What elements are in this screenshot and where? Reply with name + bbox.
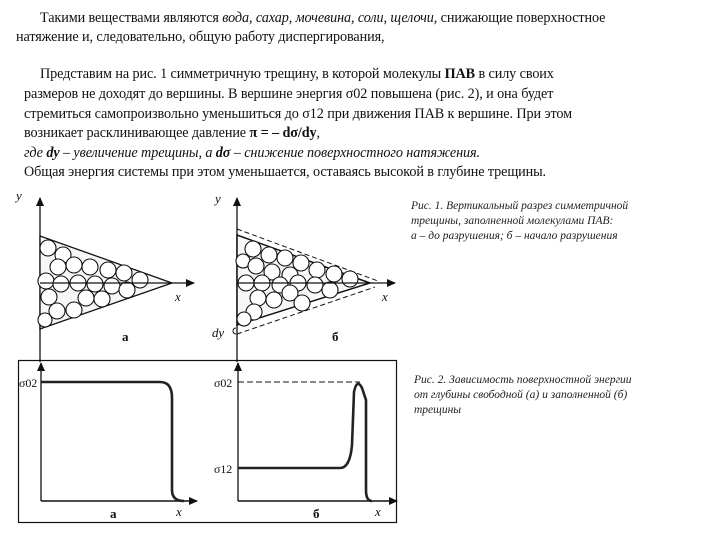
text: снижающие поверхностное — [437, 10, 606, 26]
text: Такими веществами являются — [40, 10, 223, 26]
dsigma-bold: dσ — [215, 145, 231, 161]
fig1-caption — [411, 199, 628, 244]
fig2a-label: а — [110, 506, 117, 521]
substances-italic: вода, сахар, мочевина, соли, щелочи, — [222, 10, 438, 26]
text: Представим на рис. 1 симметричную трещину, в которой молекулы — [40, 66, 445, 82]
paragraph1-line2: натяжение и, следовательно, общую работу диспергирования, — [16, 29, 385, 45]
fig2b-x-label: x — [375, 504, 381, 519]
fig1b-dy-label: dy — [212, 325, 225, 340]
fig2-panel-b — [238, 363, 397, 501]
caption-line: Рис. 2. Зависимость поверхностной энергии — [414, 374, 632, 386]
fig1b-label: б — [332, 329, 339, 344]
text: , — [316, 125, 320, 141]
fig2a-sigma02-tick: σ02 — [19, 376, 38, 390]
text: возникает расклинивающее давление — [24, 125, 250, 141]
fig2a-x-label: x — [176, 504, 182, 519]
caption-line: трещины, заполненной молекулами ПАВ: — [411, 215, 614, 227]
text: – снижение поверхностного натяжения. — [230, 145, 480, 161]
fig2-caption — [414, 373, 632, 418]
fig1a-x-label: x — [175, 289, 181, 304]
caption-line: а – до разрушения; б – начало разрушения — [411, 230, 618, 242]
fig1b-y-label: y — [215, 191, 221, 206]
formula: π = – dσ/dy — [249, 125, 317, 141]
text: – увеличение трещины, а — [59, 145, 216, 161]
fig1a-label: а — [122, 329, 129, 344]
fig1-panel-a — [38, 198, 194, 340]
fig1b-x-label: x — [382, 289, 388, 304]
caption-line: от глубины свободной (а) и заполненной (б) — [414, 389, 628, 401]
fig1a-y-label: y — [16, 188, 22, 203]
paragraph2-line6: Общая энергия системы при этом уменьшается, оставаясь высокой в глубине трещины. — [24, 164, 547, 180]
text: где — [24, 145, 47, 161]
text: в силу своих — [475, 66, 554, 82]
fig1-panel-b — [233, 198, 395, 355]
pav-bold: ПАВ — [444, 66, 476, 82]
fig2b-label: б — [313, 506, 320, 521]
fig2-frame — [19, 361, 397, 523]
caption-line: трещины — [414, 404, 462, 416]
dy-bold: dy — [46, 145, 60, 161]
caption-line: Рис. 1. Вертикальный разрез симметричной — [411, 200, 629, 212]
fig2-panel-a — [41, 363, 197, 501]
paragraph2-line2: размеров не доходят до вершины. В вершине энергия σ02 повышена (рис. 2), и она будет — [24, 86, 554, 102]
fig2b-sigma12-tick: σ12 — [214, 462, 233, 476]
fig2b-sigma02-tick: σ02 — [214, 376, 233, 390]
paragraph2-line3: стремиться самопроизвольно уменьшиться до σ12 при движения ПАВ к вершине. При этом — [24, 106, 572, 122]
